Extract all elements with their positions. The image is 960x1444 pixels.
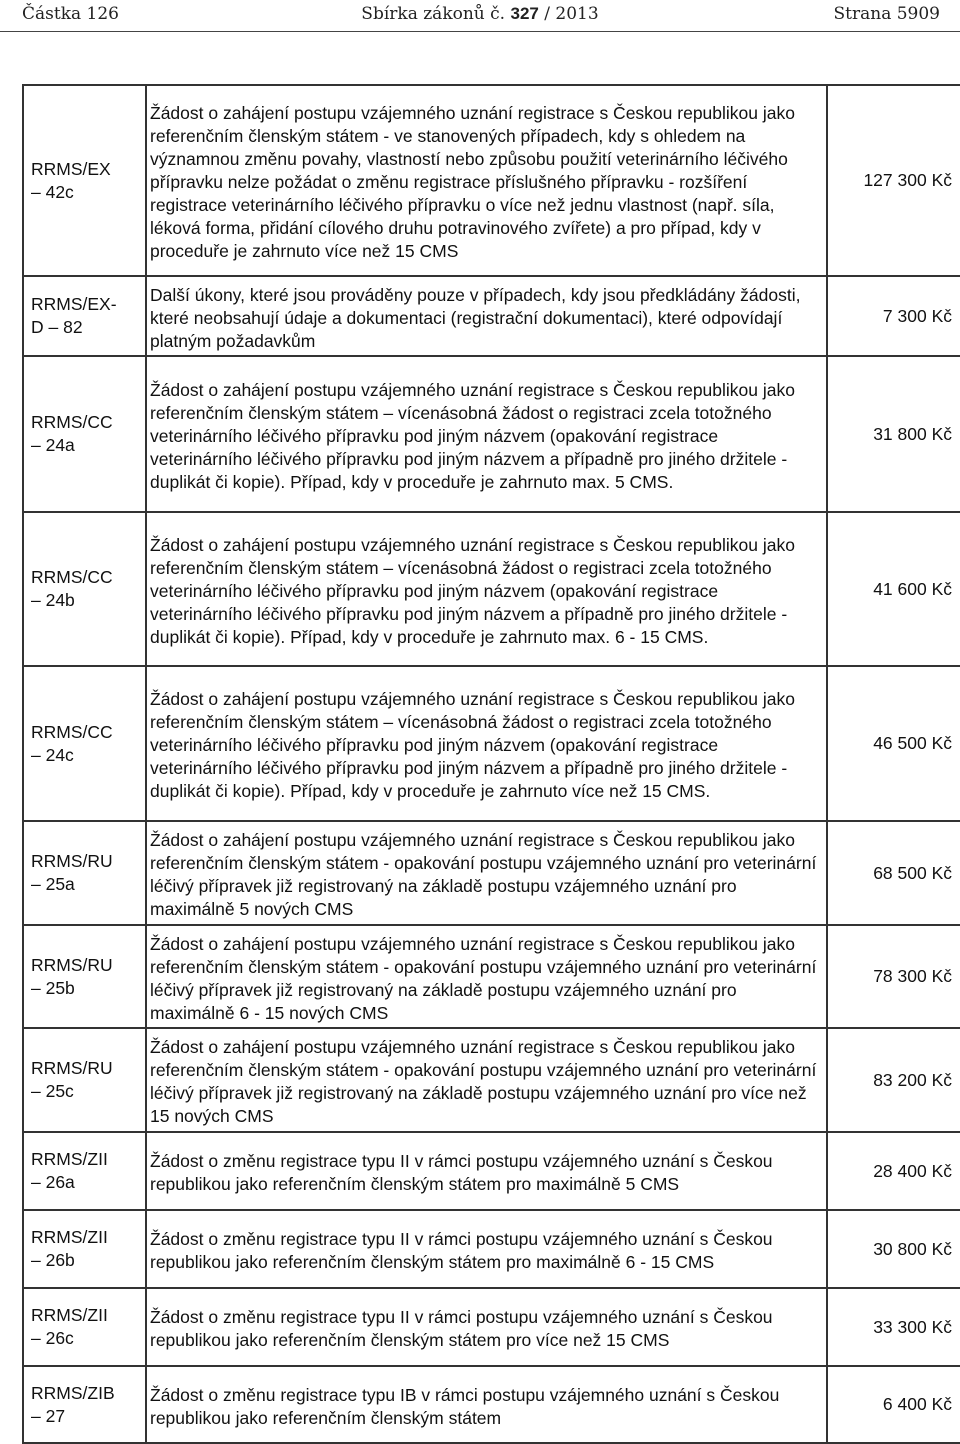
fee-description bbox=[146, 821, 827, 925]
fee-description bbox=[146, 925, 827, 1028]
fee-description-text: Žádost o zahájení postupu vzájemného uznání registrace s Českou republikou jako referenčním členským státem - opakování postupu vzájemného uznání pro veterinární léčivý přípravek již registrovaný na základě postupu vzájemného uznání pro maximálně 5 nových CMS bbox=[150, 830, 817, 919]
fee-amount: 28 400 Kč bbox=[827, 1132, 960, 1210]
fee-description-text: Žádost o zahájení postupu vzájemného uznání registrace s Českou republikou jako referenčním členským státem - ve stanovených případech, kdy s ohledem na významnou změnu povahy, vlastností nebo způsobu použití veterinárního léčivého přípravku nelze požádat o změnu registrace příslušného přípravku - rozšíření registrace veterinárního léčivého přípravku o více než jednu vlastnost (např. síla, léková forma, přidání cílového druhu potravinového zvířete) a pro případ, kdy v proceduře je zahrnuto více než 15 CMS bbox=[150, 103, 795, 261]
fee-description bbox=[146, 1288, 827, 1366]
fee-description bbox=[146, 1210, 827, 1288]
fee-description bbox=[146, 276, 827, 356]
fee-code bbox=[23, 1366, 146, 1443]
fee-code-text: RRMS/ZII – 26c bbox=[31, 1305, 108, 1348]
fee-description-text: Žádost o zahájení postupu vzájemného uznání registrace s Českou republikou jako referenčním členským státem – vícenásobná žádost o registraci zcela totožného veterinárního léčivého přípravku pod jiným názvem (opakování registrace veterinárního léčivého přípravku pod jiným názvem a případně pro jiného držitele - duplikát či kopie). Případ, kdy v proceduře je zahrnuto max. 5 CMS. bbox=[150, 379, 795, 492]
table-row bbox=[23, 1288, 960, 1366]
fee-amount: 127 300 Kč bbox=[827, 85, 960, 276]
fee-amount: 78 300 Kč bbox=[827, 925, 960, 1028]
fee-description-text: Žádost o změnu registrace typu II v rámci postupu vzájemného uznání s Českou republikou jako referenčním členským státem pro více než 15 CMS bbox=[150, 1307, 773, 1350]
fee-code bbox=[23, 512, 146, 666]
fee-code bbox=[23, 1028, 146, 1132]
fee-code-text: RRMS/EX- D – 82 bbox=[31, 294, 117, 337]
fee-description-text: Další úkony, které jsou prováděny pouze v případech, kdy jsou předkládány žádosti, které neobsahují údaje a dokumentaci (registrační dokumentaci), které odpovídají platným požadavkům bbox=[150, 284, 801, 351]
table-row bbox=[23, 85, 960, 276]
fee-description-text: Žádost o změnu registrace typu II v rámci postupu vzájemného uznání s Českou republikou jako referenčním členským státem pro maximálně 6 - 15 CMS bbox=[150, 1229, 773, 1272]
fee-description-text: Žádost o zahájení postupu vzájemného uznání registrace s Českou republikou jako referenčním členským státem – vícenásobná žádost o registraci zcela totožného veterinárního léčivého přípravku pod jiným názvem (opakování registrace veterinárního léčivého přípravku pod jiným názvem a případně pro jiného držitele - duplikát či kopie). Případ, kdy v proceduře je zahrnuto více než 15 CMS. bbox=[150, 689, 795, 801]
table-row bbox=[23, 1132, 960, 1210]
fee-code bbox=[23, 356, 146, 512]
fee-code bbox=[23, 925, 146, 1028]
fee-code-text: RRMS/CC – 24b bbox=[31, 567, 113, 610]
header-divider bbox=[0, 31, 960, 32]
fee-description bbox=[146, 512, 827, 666]
fee-description-text: Žádost o zahájení postupu vzájemného uznání registrace s Českou republikou jako referenčním členským státem - opakování postupu vzájemného uznání pro veterinární léčivý přípravek již registrovaný na základě postupu vzájemného uznání pro maximálně 6 - 15 nových CMS bbox=[150, 933, 817, 1023]
fee-amount: 31 800 Kč bbox=[827, 356, 960, 512]
collection-number: 327 bbox=[510, 4, 539, 23]
table-row bbox=[23, 512, 960, 666]
fee-description-text: Žádost o zahájení postupu vzájemného uznání registrace s Českou republikou jako referenčním členským státem - opakování postupu vzájemného uznání pro veterinární léčivý přípravek již registrovaný na základě postupu vzájemného uznání pro více než 15 nových CMS bbox=[150, 1037, 817, 1126]
table-row bbox=[23, 1210, 960, 1288]
fee-code-text: RRMS/ZIB – 27 bbox=[31, 1382, 115, 1426]
table-row bbox=[23, 821, 960, 925]
fee-code-text: RRMS/EX – 42c bbox=[31, 158, 111, 202]
fee-code-text: RRMS/ZII – 26a bbox=[31, 1149, 108, 1192]
fee-code bbox=[23, 1210, 146, 1288]
collection-suffix: / 2013 bbox=[538, 4, 599, 24]
fee-description bbox=[146, 1366, 827, 1443]
fee-table-body bbox=[23, 85, 960, 1443]
fee-code bbox=[23, 1288, 146, 1366]
table-row bbox=[23, 356, 960, 512]
fee-amount: 46 500 Kč bbox=[827, 666, 960, 821]
fee-code-text: RRMS/CC – 24c bbox=[31, 721, 113, 765]
fee-code-text: RRMS/ZII – 26b bbox=[31, 1227, 108, 1270]
fee-code-text: RRMS/RU – 25b bbox=[31, 954, 113, 998]
fee-description bbox=[146, 1132, 827, 1210]
fee-amount: 7 300 Kč bbox=[827, 276, 960, 356]
fee-amount: 6 400 Kč bbox=[827, 1366, 960, 1443]
table-row bbox=[23, 1028, 960, 1132]
fee-description-text: Žádost o změnu registrace typu IB v rámci postupu vzájemného uznání s Českou republikou jako referenčním členským státem bbox=[150, 1384, 780, 1428]
fee-code bbox=[23, 666, 146, 821]
fee-code-text: RRMS/RU – 25a bbox=[31, 851, 113, 894]
fee-code bbox=[23, 276, 146, 356]
fee-amount: 41 600 Kč bbox=[827, 512, 960, 666]
fee-description bbox=[146, 356, 827, 512]
fee-description bbox=[146, 85, 827, 276]
fee-code-text: RRMS/CC – 24a bbox=[31, 412, 113, 455]
page-header bbox=[0, 0, 960, 32]
fee-amount: 83 200 Kč bbox=[827, 1028, 960, 1132]
fee-code bbox=[23, 1132, 146, 1210]
collection-prefix: Sbírka zákonů č. bbox=[361, 4, 511, 24]
fee-code-text: RRMS/RU – 25c bbox=[31, 1058, 113, 1101]
table-row bbox=[23, 666, 960, 821]
table-row bbox=[23, 1366, 960, 1443]
fee-description bbox=[146, 1028, 827, 1132]
fee-amount: 68 500 Kč bbox=[827, 821, 960, 925]
fee-description-text: Žádost o zahájení postupu vzájemného uznání registrace s Českou republikou jako referenčním členským státem – vícenásobná žádost o registraci zcela totožného veterinárního léčivého přípravku pod jiným názvem (opakování registrace veterinárního léčivého přípravku pod jiným názvem a případně pro jiného držitele - duplikát či kopie). Případ, kdy v proceduře je zahrnuto max. 6 - 15 CMS. bbox=[150, 534, 795, 647]
fee-amount: 30 800 Kč bbox=[827, 1210, 960, 1288]
table-row bbox=[23, 276, 960, 356]
fee-code bbox=[23, 821, 146, 925]
fee-amount: 33 300 Kč bbox=[827, 1288, 960, 1366]
page-number: Strana 5909 bbox=[833, 4, 940, 24]
fee-code bbox=[23, 85, 146, 276]
fee-description-text: Žádost o změnu registrace typu II v rámci postupu vzájemného uznání s Českou republikou jako referenčním členským státem pro maximálně 5 CMS bbox=[150, 1151, 773, 1194]
collection-label bbox=[0, 4, 960, 24]
table-row bbox=[23, 925, 960, 1028]
issue-label: Částka 126 bbox=[22, 4, 119, 24]
fee-description bbox=[146, 666, 827, 821]
fee-table bbox=[22, 84, 960, 1444]
